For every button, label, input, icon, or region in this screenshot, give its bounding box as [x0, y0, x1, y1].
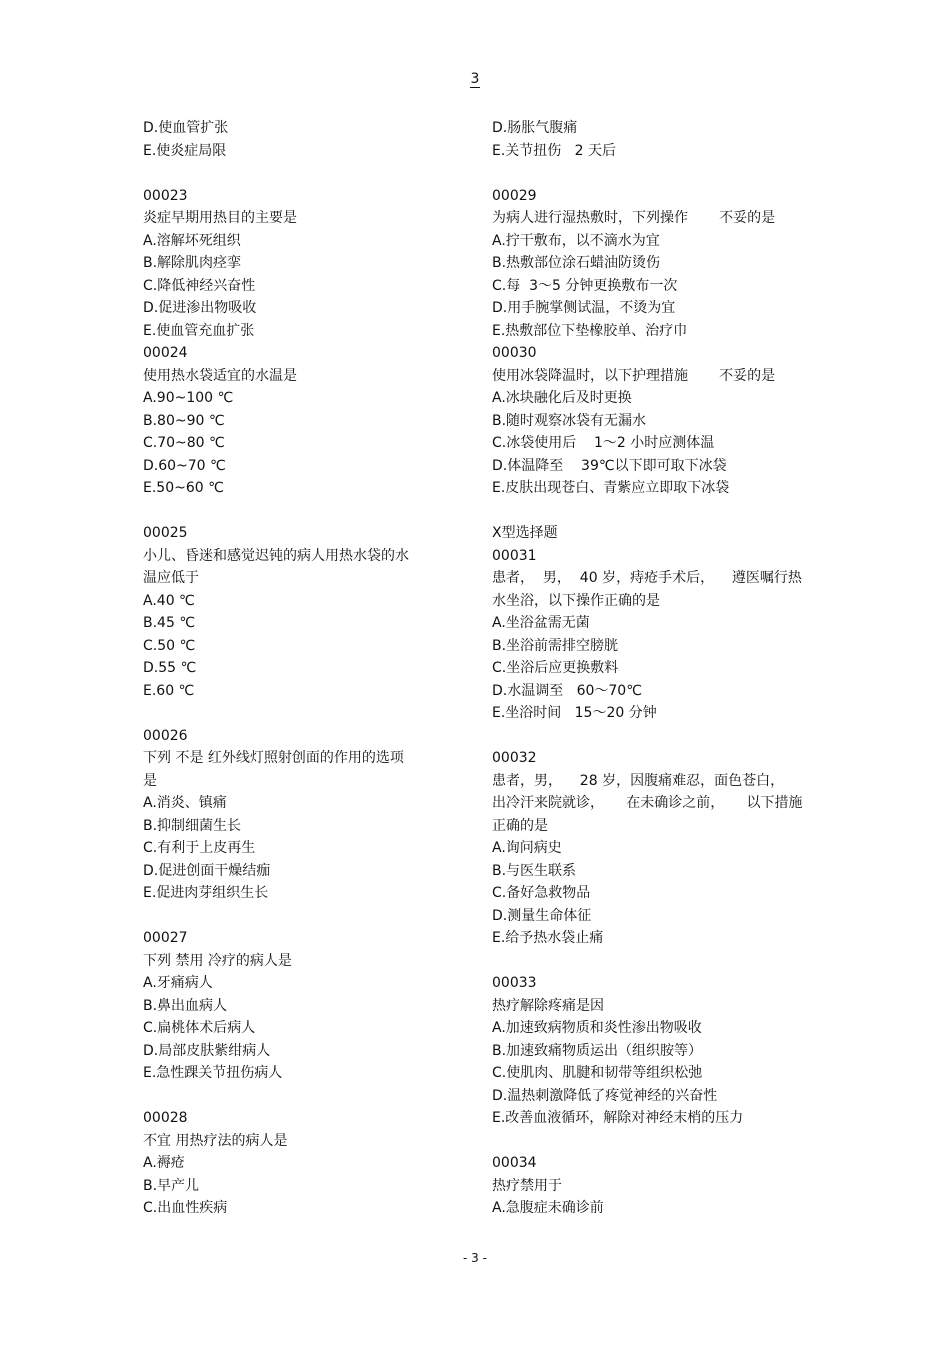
text-line: A.询问病史	[492, 840, 562, 856]
text-line: A.90~100 ℃	[143, 390, 234, 406]
text-line: E.皮肤出现苍白、青紫应立即取下冰袋	[492, 480, 730, 496]
left-column	[143, 117, 473, 1220]
text-line: 使用冰袋降温时，以下护理措施 不妥的是	[492, 367, 776, 384]
text-line: C.备好急救物品	[492, 885, 591, 901]
text-line: 00029	[492, 187, 537, 204]
text-line: C.50 ℃	[143, 637, 196, 654]
text-line: 00023	[143, 187, 188, 204]
text-line: B.与医生联系	[492, 862, 577, 879]
text-line: A.冰块融化后及时更换	[492, 390, 632, 406]
page-number-text: 3	[470, 71, 480, 87]
page-footer: - 3 -	[463, 1251, 487, 1265]
text-line: B.坐浴前需排空膀胱	[492, 637, 619, 654]
text-line: A.急腹症未确诊前	[492, 1200, 604, 1216]
text-line: 是	[143, 772, 157, 789]
text-line: B.45 ℃	[143, 615, 196, 631]
text-line: 00033	[492, 975, 537, 991]
blank-line	[143, 162, 473, 185]
text-line: 00031	[492, 547, 537, 564]
blank-line	[492, 500, 822, 523]
text-line: A.牙痛病人	[143, 975, 213, 991]
text-line: D.测量生命体征	[492, 907, 592, 924]
text-line: D.水温调至 60～70℃	[492, 682, 642, 699]
text-line: D.用手腕掌侧试温，不烫为宜	[492, 300, 676, 316]
text-line: 正确的是	[492, 817, 548, 834]
text-line: D.55 ℃	[143, 660, 197, 676]
text-line: 患者， 男， 40 岁，痔疮手术后， 遵医嘱行热	[492, 570, 802, 586]
blank-line	[143, 1085, 473, 1108]
text-line: A.褥疮	[143, 1155, 185, 1171]
text-line: C.冰袋使用后 1～2 小时应测体温	[492, 435, 715, 451]
blank-line	[492, 950, 822, 973]
text-line: D.温热刺激降低了疼觉神经的兴奋性	[492, 1087, 718, 1104]
text-line: D.局部皮肤紫绀病人	[143, 1042, 271, 1059]
text-line: C.坐浴后应更换敷料	[492, 660, 619, 676]
text-line: B.早产儿	[143, 1177, 200, 1194]
text-line: D.60~70 ℃	[143, 457, 226, 474]
text-line: E.50~60 ℃	[143, 480, 224, 496]
text-line: 炎症早期用热目的主要是	[143, 210, 297, 226]
right-column	[492, 117, 822, 1220]
text-line: B.鼻出血病人	[143, 997, 228, 1014]
text-line: B.热敷部位涂石蜡油防烫伤	[492, 255, 661, 271]
text-line: B.抑制细菌生长	[143, 817, 242, 834]
text-line: 00032	[492, 750, 537, 766]
text-line: 使用热水袋适宜的水温是	[143, 367, 297, 384]
text-line: A.加速致病物质和炎性渗出物吸收	[492, 1020, 702, 1036]
blank-line	[143, 702, 473, 725]
text-line: 患者，男， 28 岁，因腹痛难忍，面色苍白，	[492, 772, 785, 789]
text-line: E.给予热水袋止痛	[492, 930, 604, 946]
text-line: E.60 ℃	[143, 682, 195, 699]
text-line: 下列 不是 红外线灯照射创面的作用的选项	[143, 750, 404, 766]
text-line: D.促进创面干燥结痂	[143, 862, 271, 879]
text-line: 00034	[492, 1155, 537, 1171]
text-line: C.扁桃体术后病人	[143, 1020, 256, 1036]
text-line: 温应低于	[143, 570, 199, 586]
text-line: 00024	[143, 345, 188, 361]
blank-line	[143, 905, 473, 928]
text-line: A.坐浴盆需无菌	[492, 615, 590, 631]
text-line: B.随时观察冰袋有无漏水	[492, 412, 647, 429]
text-line: A.拧干敷布，以不滴水为宜	[492, 232, 660, 249]
text-line: 热疗禁用于	[492, 1177, 562, 1194]
text-line: B.80~90 ℃	[143, 412, 225, 429]
text-line: E.使炎症局限	[143, 142, 227, 159]
text-line: C.每 3～5 分钟更换敷布一次	[492, 277, 678, 294]
text-line: 不宜 用热疗法的病人是	[143, 1132, 288, 1149]
text-line: D.使血管扩张	[143, 120, 229, 136]
text-line: 00026	[143, 727, 188, 744]
blank-line	[492, 725, 822, 748]
text-line: C.有利于上皮再生	[143, 840, 256, 856]
text-line: B.解除肌肉痉挛	[143, 255, 242, 271]
text-line: E.关节扭伤 2 天后	[492, 142, 617, 159]
text-line: 小儿、昏迷和感觉迟钝的病人用热水袋的水	[143, 547, 409, 564]
text-line: C.降低神经兴奋性	[143, 277, 256, 294]
text-line: X型选择题	[492, 525, 558, 541]
text-line: C.出血性疾病	[143, 1200, 228, 1216]
text-line: E.坐浴时间 15～20 分钟	[492, 705, 657, 721]
text-line: 00030	[492, 345, 537, 361]
blank-line	[143, 500, 473, 523]
text-line: D.体温降至 39℃以下即可取下冰袋	[492, 457, 727, 474]
text-line: E.使血管充血扩张	[143, 322, 255, 339]
text-line: 出冷汗来院就诊， 在未确诊之前， 以下措施	[492, 795, 803, 811]
text-line: E.促进肉芽组织生长	[143, 885, 269, 901]
text-line: 为病人进行湿热敷时，下列操作 不妥的是	[492, 210, 776, 226]
text-line: B.加速致痛物质运出（组织胺等）	[492, 1042, 703, 1059]
text-line: D.肠胀气腹痛	[492, 120, 578, 136]
text-line: D.促进渗出物吸收	[143, 300, 257, 316]
text-line: E.热敷部位下垫橡胶单、治疗巾	[492, 322, 688, 339]
text-line: C.70~80 ℃	[143, 435, 225, 451]
text-line: 00025	[143, 525, 188, 541]
blank-line	[492, 162, 822, 185]
text-line: A.消炎、镇痛	[143, 795, 227, 811]
text-line: E.急性踝关节扭伤病人	[143, 1065, 283, 1081]
text-line: E.改善血液循环，解除对神经末梢的压力	[492, 1110, 744, 1126]
text-line: 下列 禁用 冷疗的病人是	[143, 952, 292, 969]
text-line: C.使肌肉、肌腱和韧带等组织松弛	[492, 1065, 703, 1081]
text-line: A.40 ℃	[143, 592, 195, 609]
text-line: 00027	[143, 930, 188, 946]
text-line: 热疗解除疼痛是因	[492, 997, 604, 1014]
blank-line	[492, 1130, 822, 1153]
text-line: A.溶解坏死组织	[143, 232, 241, 249]
text-line: 00028	[143, 1110, 188, 1126]
page-number-top	[0, 70, 950, 88]
text-line: 水坐浴，以下操作正确的是	[492, 592, 660, 609]
